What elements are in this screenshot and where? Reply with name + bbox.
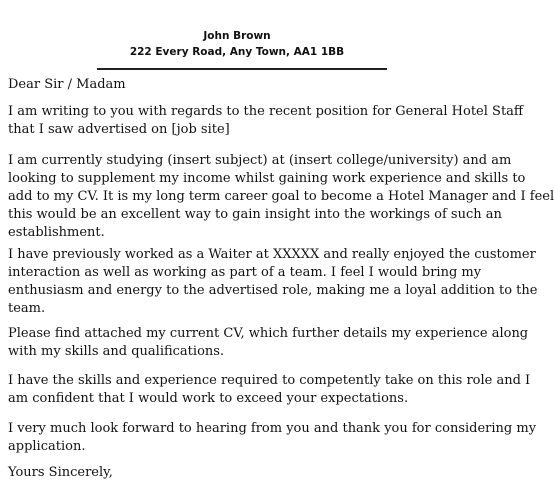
paragraph-attachment [8,325,529,361]
paragraph-line: interaction as well as working as part of a team. I feel I would bring my [8,265,482,280]
paragraph-line: enthusiasm and energy to the advertised role, making me a loyal addition to the [8,283,538,298]
paragraph-line: I am currently studying (insert subject) at (insert college/university) and am [8,153,512,168]
paragraph-line: this would be an excellent way to gain insight into the workings of such an [8,207,502,222]
paragraph-line: I very much look forward to hearing from you and thank you for considering my [8,421,537,436]
paragraph-intro [8,103,524,139]
paragraph-line: I have previously worked as a Waiter at XXXXX and really enjoyed the customer [8,247,536,262]
paragraph-line: I am writing to you with regards to the recent position for General Hotel Staff [8,104,524,119]
paragraph-line: with my skills and qualifications. [8,344,225,359]
header-divider [97,68,387,70]
paragraph-skills [8,372,531,408]
paragraph-experience [8,246,538,318]
salutation: Dear Sir / Madam [8,77,126,92]
paragraph-line: looking to supplement my income whilst gaining work experience and skills to [8,171,526,186]
paragraph-line: that I saw advertised on [job site] [8,122,230,137]
paragraph-line: Please find attached my current CV, which further details my experience along [8,326,529,341]
paragraph-line: I have the skills and experience required to competently take on this role and I [8,373,531,388]
paragraph-line: team. [8,301,46,316]
closing: Yours Sincerely, [8,465,113,480]
paragraph-line: am confident that I would work to exceed your expectations. [8,391,409,406]
paragraph-line: application. [8,439,86,454]
paragraph-line: add to my CV. It is my long term career goal to become a Hotel Manager and I feel [8,189,554,204]
sender-name: John Brown [203,30,271,42]
paragraph-closing-remarks [8,420,537,456]
paragraph-line: establishment. [8,225,105,240]
sender-address: 222 Every Road, Any Town, AA1 1BB [129,46,345,58]
paragraph-studies [8,152,554,242]
